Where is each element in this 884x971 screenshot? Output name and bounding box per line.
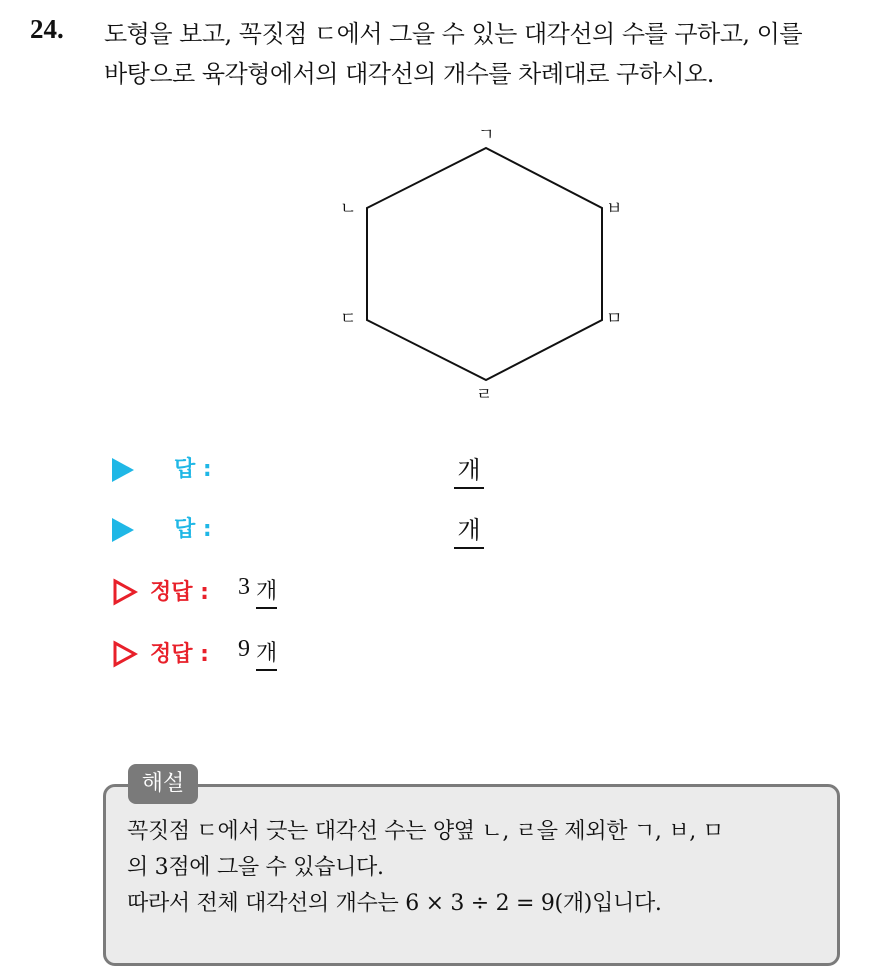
- answer-blank-2[interactable]: 개: [454, 510, 484, 549]
- vertex-label-lower-right: ㅁ: [606, 309, 623, 329]
- solution-unit: 개: [256, 574, 277, 609]
- vertex-label-upper-right: ㅂ: [606, 199, 623, 219]
- explanation-tag: 해설: [128, 764, 198, 804]
- solution-value: 3: [238, 574, 250, 600]
- answer-row-2: [112, 510, 512, 550]
- hexagon-figure: [320, 118, 640, 408]
- question-line-1: 도형을 보고, 꼭짓점 ㄷ에서 그을 수 있는 대각선의 수를 구하고, 이를: [104, 20, 803, 48]
- answer-arrow-icon: [112, 518, 134, 542]
- answer-label: 답 :: [174, 457, 212, 482]
- solution-value: 9: [238, 636, 250, 662]
- explanation-text: [127, 814, 839, 922]
- explanation-line-3: 따라서 전체 대각선의 개수는 6 × 3 ÷ 2 = 9(개)입니다.: [127, 891, 662, 916]
- hexagon-shape: [367, 148, 602, 380]
- solution-arrow-icon: [112, 640, 138, 668]
- explanation-line-2: 의 3점에 그을 수 있습니다.: [127, 855, 384, 880]
- solution-label: 정답 :: [150, 642, 209, 667]
- answer-blank-1[interactable]: 개: [454, 450, 484, 489]
- solution-row-2: [112, 636, 412, 676]
- vertex-label-lower-left: ㄷ: [340, 309, 357, 329]
- answer-arrow-icon: [112, 458, 134, 482]
- answer-row-1: [112, 450, 512, 490]
- solution-unit: 개: [256, 636, 277, 671]
- solution-row-1: [112, 574, 412, 614]
- solution-label: 정답 :: [150, 580, 209, 605]
- vertex-label-top: ㄱ: [478, 125, 495, 145]
- answer-label: 답 :: [174, 517, 212, 542]
- vertex-label-bottom: ㄹ: [476, 385, 493, 405]
- question-text: [104, 14, 874, 94]
- vertex-label-upper-left: ㄴ: [340, 199, 357, 219]
- explanation-line-1: 꼭짓점 ㄷ에서 긋는 대각선 수는 양옆 ㄴ, ㄹ을 제외한 ㄱ, ㅂ, ㅁ: [127, 819, 724, 844]
- question-number: 24.: [30, 14, 64, 44]
- question-line-2: 바탕으로 육각형에서의 대각선의 개수를 차례대로 구하시오.: [104, 60, 714, 88]
- solution-arrow-icon: [112, 578, 138, 606]
